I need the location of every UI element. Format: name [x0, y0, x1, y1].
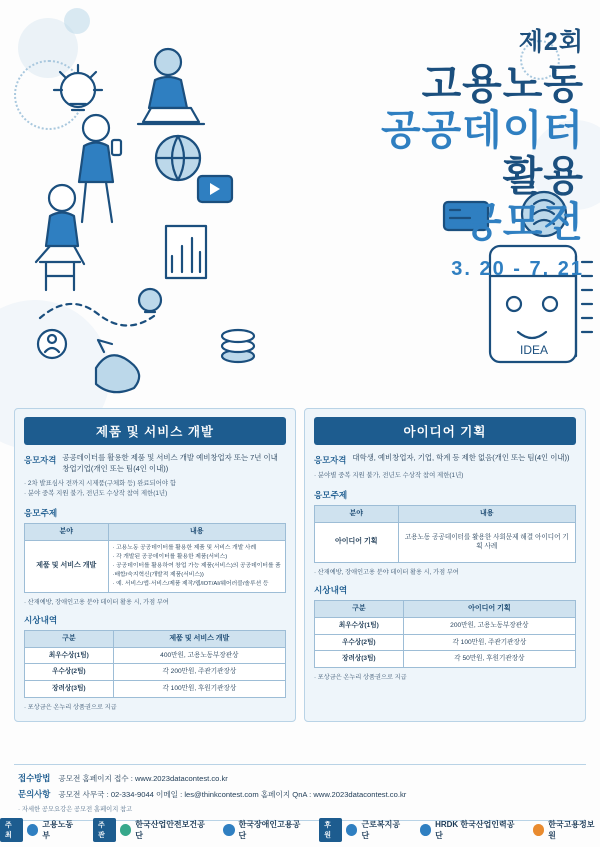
- sponsor-logo-icon: [346, 824, 357, 836]
- topic-detail-item: · 공공데이터를 활용하여 창업 가능 제품(서비스)의 공공데이터를 품·배합/숙지혁신(개발적 제품(서비스)): [113, 562, 281, 580]
- table-row: [25, 680, 286, 697]
- award-prize: 각 200만원, 주관기관장상: [113, 664, 285, 681]
- award-prize: 각 50만원, 후원기관장상: [403, 651, 575, 668]
- sponsor-item: [420, 819, 519, 841]
- sponsor-name: 한국장애인고용공단: [238, 819, 301, 840]
- topic-header-field: 분야: [315, 505, 399, 522]
- sponsor-logo-icon: [27, 824, 38, 836]
- table-row: [25, 664, 286, 681]
- panel-heading: 아이디어 기획: [314, 417, 576, 445]
- topic-detail-item: · 예. 서비스/앱·서비스/제품 제작/웹/IOT/AI/웨어러블/솔루션 등: [113, 580, 281, 589]
- table-header-row: [315, 600, 576, 617]
- award-rank: 장려상(3팀): [25, 680, 114, 697]
- table-row: [25, 647, 286, 664]
- contact-text[interactable]: 공모전 사무국 : 02-334-9044 이메일 : les@thinkcontest.com 홈페이지 QnA : www.2023datacontest.co.kr: [58, 790, 407, 799]
- topic-note: · 산재예방, 장애인고용 분야 데이터 활용 시, 가점 부여: [24, 597, 286, 606]
- table-header-row: [315, 505, 576, 522]
- eligibility-text: 대학생, 예비창업자, 기업, 학계 등 제한 없음(개인 또는 팀(4인 이내)): [352, 453, 570, 462]
- apply-row: [18, 772, 582, 784]
- award-rank: 최우수상(1팀): [25, 647, 114, 664]
- sponsor-bar: [0, 812, 600, 847]
- eligibility-label: 응모자격: [24, 455, 57, 465]
- sponsor-role: 주최: [0, 818, 23, 842]
- table-header-row: [25, 630, 286, 647]
- topic-name: 제품 및 서비스 개발: [25, 540, 109, 592]
- eligibility-note: · 분야별 중복 지원 불가, 전년도 수상작 참여 제한(1년): [314, 471, 576, 481]
- award-header-division: 구분: [315, 600, 404, 617]
- topic-table: [24, 523, 286, 593]
- award-header-category: 아이디어 기획: [403, 600, 575, 617]
- topic-note: · 산재예방, 장애인고용 분야 데이터 활용 시, 가점 부여: [314, 567, 576, 576]
- sponsor-name: HRDK 한국산업인력공단: [435, 819, 515, 840]
- title-line-3: 활용: [502, 152, 584, 199]
- table-header-row: [25, 523, 286, 540]
- sponsor-role: 후원: [319, 818, 342, 842]
- hero-section: [0, 0, 600, 408]
- eligibility-label: 응모자격: [314, 455, 347, 465]
- topic-detail: 고용노동 공공데이터를 활용한 사회문제 해결 아이디어 기획 사례: [398, 522, 575, 562]
- category-panels: [14, 408, 586, 722]
- table-row: [315, 634, 576, 651]
- topic-table: [314, 505, 576, 563]
- poster-title-block: [264, 22, 584, 281]
- award-note: · 포상금은 온누리 상품권으로 지급: [314, 672, 576, 681]
- contest-date: 3. 20 - 7. 21: [451, 257, 584, 280]
- sponsor-item: [93, 818, 209, 842]
- robot-label: IDEA: [520, 343, 549, 357]
- award-title: 시상내역: [24, 614, 58, 625]
- sponsor-item: [319, 818, 405, 842]
- title-line-4: 공모전: [462, 198, 584, 245]
- panel-idea-planning: [304, 408, 586, 722]
- topic-title: 응모주제: [24, 507, 58, 518]
- sponsor-logo-icon: [223, 824, 235, 836]
- topic-header-content: 내용: [108, 523, 285, 540]
- eligibility-text: 공공데이터를 활용한 제품 및 서비스 개발 예비창업자 또는 7년 이내 창업기업(개인 또는 팀(4인 이내)): [62, 453, 278, 473]
- award-prize: 200만원, 고용노동부장관상: [403, 617, 575, 634]
- eligibility-note: · 분야 중복 지원 불가, 전년도 수상작 참여 제한(1년): [24, 489, 286, 499]
- award-prize: 각 100만원, 후원기관장상: [113, 680, 285, 697]
- sponsor-logo-icon: [120, 824, 131, 836]
- award-note: · 포상금은 온누리 상품권으로 지급: [24, 702, 286, 711]
- topic-header-field: 분야: [25, 523, 109, 540]
- sponsor-name: 한국산업안전보건공단: [135, 819, 205, 840]
- award-table: [314, 600, 576, 668]
- sponsor-logo-icon: [420, 824, 432, 836]
- table-row: [315, 522, 576, 562]
- edition-number: 제2회: [518, 28, 584, 56]
- sponsor-item: [533, 819, 600, 841]
- award-header-category: 제품 및 서비스 개발: [113, 630, 285, 647]
- topic-title: 응모주제: [314, 489, 348, 500]
- topic-name: 아이디어 기획: [315, 522, 399, 562]
- award-title: 시상내역: [314, 584, 348, 595]
- topic-detail: [108, 540, 285, 592]
- eligibility-note: · 2차 발표심사 전까지 시제품(구체화 등) 완료되어야 함: [24, 479, 286, 489]
- topic-detail-item: · 각 개발된 공공데이터를 활용한 제품(서비스): [113, 553, 281, 562]
- info-footnote: · 자세한 공모요강은 공모전 홈페이지 참고: [18, 804, 582, 813]
- award-table: [24, 630, 286, 698]
- table-row: [25, 540, 286, 592]
- award-rank: 장려상(3팀): [315, 651, 404, 668]
- topic-header-content: 내용: [398, 505, 575, 522]
- award-rank: 우수상(2팀): [315, 634, 404, 651]
- award-prize: 400만원, 고용노동부장관상: [113, 647, 285, 664]
- title-line-1: 고용노동: [421, 61, 584, 107]
- panel-product-service: [14, 408, 296, 722]
- contact-row: [18, 788, 582, 800]
- eligibility-row: [314, 453, 576, 466]
- panel-heading: 제품 및 서비스 개발: [24, 417, 286, 445]
- sponsor-name: 한국고용정보원: [548, 819, 595, 840]
- sponsor-item: [0, 818, 79, 842]
- award-rank: 최우수상(1팀): [315, 617, 404, 634]
- apply-label: 접수방법: [18, 773, 51, 783]
- sponsor-name: 근로복지공단: [361, 819, 401, 840]
- contact-label: 문의사항: [18, 789, 51, 799]
- sponsor-name: 고용노동부: [42, 819, 74, 840]
- eligibility-notes: [24, 479, 286, 498]
- table-row: [315, 651, 576, 668]
- eligibility-row: [24, 453, 286, 474]
- award-header-division: 구분: [25, 630, 114, 647]
- people-with-data-illustration: [0, 0, 270, 408]
- eligibility-notes: [314, 471, 576, 481]
- award-rank: 우수상(2팀): [25, 664, 114, 681]
- title-line-2: 공공데이터: [380, 106, 584, 153]
- sponsor-logo-icon: [533, 824, 545, 836]
- sponsor-role: 주관: [93, 818, 116, 842]
- topic-detail-item: · 고용노동 공공데이터를 활용한 제품 및 서비스 개발 사례: [113, 544, 281, 553]
- award-prize: 각 100만원, 주관기관장상: [403, 634, 575, 651]
- table-row: [315, 617, 576, 634]
- apply-text[interactable]: 공모전 홈페이지 접수 : www.2023datacontest.co.kr: [58, 774, 228, 783]
- sponsor-item: [223, 819, 305, 841]
